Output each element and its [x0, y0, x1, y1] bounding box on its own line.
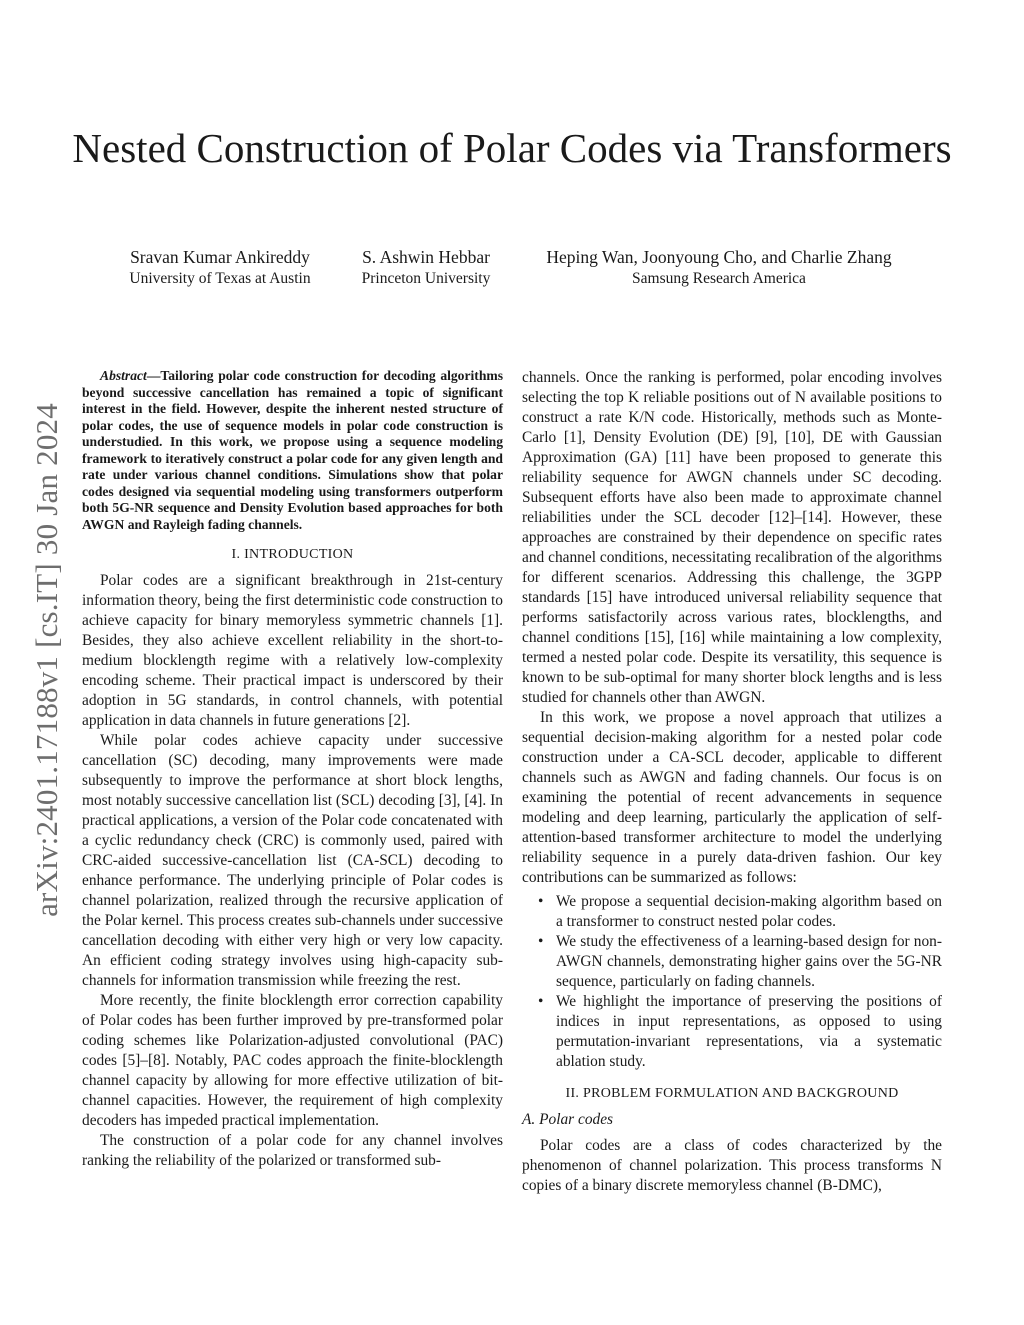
- section-heading-problem-formulation: II. PROBLEM FORMULATION AND BACKGROUND: [565, 1086, 899, 1101]
- left-column: [82, 368, 503, 1171]
- right-column: [522, 368, 942, 1196]
- intro-paragraph-6: In this work, we propose a novel approach that utilizes a sequential decision-making algorithm for a nested polar code construction under a CA-SCL decoder, applicable to different channels such as AWGN and fading channels. Our focus is on examining the potential of recent advancements in sequence modeling and deep learning, particularly the application of self-attention-based transformer architecture to model the underlying reliability sequence in a purely data-driven fashion. Our key contributions can be summarized as follows:: [522, 709, 942, 886]
- intro-paragraph-5: channels. Once the ranking is performed, polar encoding involves selecting the top K reliable positions out of N available positions to construct a rate K/N code. Historically, methods such as Monte-Carlo [1], Density Evolution (DE) [9], [10], DE with Gaussian Approximation (GA) [11] have been proposed to generate this reliability sequence for AWGN channels under SC decoding. Subsequent efforts have also been made to approximate channel reliabilities under the SCL decoder [12]–[14]. However, these approaches are constrained by their dependence on specific rates and channel conditions, necessitating recalibration of the algorithms for different scenarios. Addressing this challenge, the 3GPP standards [15] have introduced universal reliability sequence that performs satisfactorily across various rates, blocklengths, and channel conditions [15], [16] while maintaining a low complexity, termed a nested polar code. Despite its versatility, this sequence is known to be sub-optimal for many shorter block lengths and is less studied for channels other than AWGN.: [522, 369, 942, 706]
- subsection-heading-polar-codes: A. Polar codes: [522, 1111, 614, 1128]
- abstract: [82, 368, 503, 533]
- intro-paragraph-1: Polar codes are a significant breakthrough in 21st-century information theory, being the first deterministic code construction to achieve capacity for binary memoryless symmetric channels [1]. Besides, they also achieve excellent reliability in the short-to-medium blocklength regime with a relatively low-complexity encoding scheme. Their practical impact is underscored by their adoption in 5G standards, in control channels, with potential application in data channels in future generations [2].: [82, 572, 503, 729]
- author-2: [335, 246, 517, 290]
- list-item: • We study the effectiveness of a learning-based design for non-AWGN channels, demonstrating higher gains over the 5G-NR sequence, particularly on fading channels.: [556, 932, 942, 992]
- abstract-label: Abstract: [100, 368, 147, 383]
- author-affiliation: University of Texas at Austin: [129, 270, 311, 287]
- author-3: [520, 246, 918, 290]
- intro-paragraph-2: While polar codes achieve capacity under successive cancellation (SC) decoding, many improvements were made subsequently to improve the performance at short block lengths, most notably successive cancellation list (SCL) decoding [3], [4]. In practical applications, a version of the Polar code concatenated with a cyclic redundancy check (CRC) is commonly used, paired with CRC-aided successive-cancellation list (CA-SCL) decoding to enhance performance. The underlying principle of Polar codes is channel polarization, realized through the recursive application of the Polar kernel. This process creates sub-channels under successive cancellation decoding with either very high or very low capacity. An efficient coding strategy involves using high-capacity sub-channels for information transmission while freezing the rest.: [82, 732, 503, 989]
- list-item: • We propose a sequential decision-making algorithm based on a transformer to construct nested polar codes.: [556, 892, 942, 932]
- intro-paragraph-3: More recently, the finite blocklength error correction capability of Polar codes has been further improved by pre-transformed polar coding schemes like Polarization-adjusted convolutional (PAC) codes [5]–[8]. Notably, PAC codes approach the finite-blocklength channel capacity by allowing for more effective utilization of bit-channel capacities. However, the requirement of high complexity decoders has impeded practical implementation.: [82, 992, 503, 1129]
- arxiv-identifier: arXiv:2401.17188v1 [cs.IT] 30 Jan 2024: [29, 403, 64, 917]
- abstract-text: —Tailoring polar code construction for decoding algorithms beyond successive cancellation has remained a topic of significant interest in the field. However, despite the inherent nested structure of polar codes, the use of sequence models in polar code construction is understudied. In this work, we propose using a sequence modeling framework to iteratively construct a polar code for any given length and rate under various channel conditions. Simulations show that polar codes designed via sequential modeling using transformers outperform both 5G-NR sequence and Density Evolution based approaches for both AWGN and Rayleigh fading channels.: [82, 368, 503, 532]
- section-heading-introduction: I. INTRODUCTION: [231, 547, 354, 562]
- author-name: S. Ashwin Hebbar: [362, 247, 490, 267]
- author-affiliation: Princeton University: [361, 270, 491, 287]
- author-name: Heping Wan, Joonyoung Cho, and Charlie Zhang: [546, 247, 892, 267]
- author-1: [95, 246, 345, 290]
- paper-title: Nested Construction of Polar Codes via Transformers: [72, 125, 952, 171]
- contributions-list: [522, 892, 942, 1072]
- list-item: • We highlight the importance of preserving the positions of indices in input representations, as opposed to using permutation-invariant representations, via a systematic ablation study.: [556, 992, 942, 1072]
- polar-codes-paragraph: Polar codes are a class of codes characterized by the phenomenon of channel polarization. This process transforms N copies of a binary discrete memoryless channel (B-DMC),: [522, 1137, 942, 1194]
- author-name: Sravan Kumar Ankireddy: [130, 247, 310, 267]
- intro-paragraph-4: The construction of a polar code for any channel involves ranking the reliability of the polarized or transformed sub-: [82, 1132, 503, 1169]
- author-affiliation: Samsung Research America: [632, 270, 806, 287]
